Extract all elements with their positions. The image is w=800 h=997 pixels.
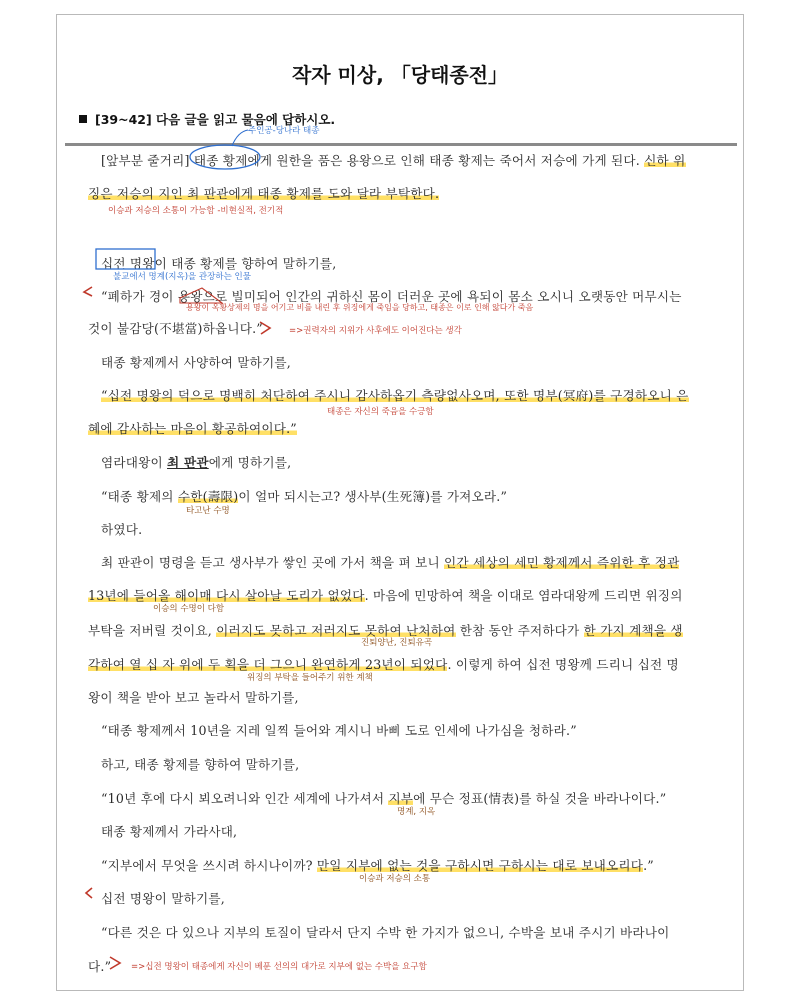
text: “다른 것은 다 있으나 지부의 토질이 달라서 단지 수박 한 가지가 없으니, 수박을 보내 주시기 바라나이 xyxy=(101,925,670,940)
text: 최 판관이 명령을 듣고 생사부가 쌓인 곳에 가서 책을 펴 보니 xyxy=(101,555,445,570)
text: 다.” xyxy=(88,959,112,974)
note-dilemma: 진퇴양난, 진퇴유곡 xyxy=(361,638,433,648)
text: 염라대왕이 xyxy=(101,455,168,470)
text: . 마음에 민망하여 책을 이대로 염라대왕께 드리면 위징의 xyxy=(364,588,683,603)
text: 십전 명왕이 말하기를, xyxy=(101,891,225,906)
bracket-right-icon xyxy=(260,322,270,334)
page-title: 작자 미상, 「당태종전」 xyxy=(291,63,509,87)
text: 이 얼마 되시는고? 생사부(生死簿)를 가져오라.” xyxy=(238,489,508,504)
note-scheme: 위징의 부탁을 들어주기 위한 계책 xyxy=(247,673,373,683)
highlighted-text: 각하여 열 십 자 위에 두 획을 더 그으니 완연하게 23년이 되었다 xyxy=(88,657,448,672)
circle-mark xyxy=(190,145,260,169)
bracket-right-icon-2 xyxy=(110,957,120,969)
note-dragon-king: 용왕이 옥황상제의 명을 어기고 비를 내린 후 위징에게 죽임을 당하고, 태종은 이로 인해 앓다가 죽음 xyxy=(186,303,534,312)
text: “폐하가 경이 용왕으로 빌미되어 인간의 귀하신 몸이 더러운 곳에 욕되이 몸소 오시니 오랫동안 머무시는 xyxy=(101,289,682,304)
note-ten-kings: 불교에서 명계(지옥)을 관장하는 인물 xyxy=(113,272,251,282)
text: “태종 황제의 xyxy=(101,489,178,504)
note-communication: 이승과 저승의 소통이 가능함 -비현실적, 전기적 xyxy=(108,206,284,216)
highlighted-text: 지부 xyxy=(388,791,414,806)
note-lifespan: 타고난 수명 xyxy=(186,506,230,516)
text: 태종 황제께서 가라사대, xyxy=(101,824,238,839)
text: “태종 황제께서 10년을 지레 일찍 들어와 계시니 바삐 도로 인세에 나가심을 청하라.” xyxy=(101,723,577,738)
text: . 이렇게 하여 십전 명왕께 드리니 십전 명 xyxy=(447,657,679,672)
triangle-mark xyxy=(180,288,222,303)
text: 에게 원한을 품은 용왕으로 인해 태종 황제는 죽어서 저승에 가게 된다. xyxy=(247,153,645,168)
note-accepts-death: 태종은 자신의 죽음을 수긍함 xyxy=(327,407,434,417)
boxed-text: 십전 명왕 xyxy=(101,256,155,271)
bracket-left-icon-2 xyxy=(86,888,92,898)
note-communication-2: 이승과 저승의 소통 xyxy=(359,874,431,884)
text: 하였다. xyxy=(101,522,143,537)
text: [앞부분 줄거리] xyxy=(101,153,194,168)
underlined-text: 최 판관 xyxy=(167,455,209,470)
highlighted-text: 혜에 감사하는 마음이 황공하여이다.” xyxy=(88,421,297,436)
text: “지부에서 무엇을 쓰시려 하시나이까? xyxy=(101,858,317,873)
highlighted-text: 한 가지 계책을 생 xyxy=(583,623,683,638)
note-underworld: 명계, 지옥 xyxy=(397,807,436,817)
highlighted-text: “십전 명왕의 덕으로 명백히 처단하여 주시니 감사하옵기 측량없사오며, 또한 명부(冥府)를 구경하오니 은 xyxy=(101,388,689,403)
text: .” xyxy=(643,858,654,873)
highlighted-text: 수한(壽限) xyxy=(177,489,239,504)
text: 한참 동안 주저하다가 xyxy=(455,623,584,638)
question-header-text: [39~42] 다음 글을 읽고 물음에 답하시오. xyxy=(95,112,336,127)
box-mark xyxy=(96,249,155,269)
arrow-mark xyxy=(232,130,248,146)
text: 이 태종 황제를 향하여 말하기를, xyxy=(154,256,337,271)
note-watermelon: =>십전 명왕이 태종에게 자신이 베푼 선의의 대가로 지부에 없는 수박을 요구함 xyxy=(131,962,427,972)
note-life-ends: 이승의 수명이 다함 xyxy=(153,604,225,614)
highlighted-text: 이러지도 못하고 저러지도 못하여 난처하여 xyxy=(216,623,456,638)
note-power-afterlife: =>권력자의 지위가 사후에도 이어진다는 생각 xyxy=(289,326,462,336)
text: 에 무슨 정표(情表)를 하실 것을 바라나이다.” xyxy=(413,791,667,806)
highlighted-text: 신하 위 xyxy=(644,153,686,168)
text: 부탁을 저버릴 것이요, xyxy=(88,623,217,638)
bracket-left-icon xyxy=(84,287,92,296)
text: 왕이 책을 받아 보고 놀라서 말하기를, xyxy=(88,690,299,705)
circled-text: 태종 황제 xyxy=(193,153,248,168)
highlighted-text: 인간 세상의 세민 황제께서 즉위한 후 정관 xyxy=(444,555,680,570)
text: 하고, 태종 황제를 향하여 말하기를, xyxy=(101,757,300,772)
text: 에게 명하기를, xyxy=(208,455,292,470)
highlighted-text: 만일 지부에 없는 것을 구하시면 구하시는 대로 보내오리다 xyxy=(316,858,644,873)
text: 태종 황제께서 사양하여 말하기를, xyxy=(101,355,291,370)
highlighted-text: 13년에 들어올 해이매 다시 살아날 도리가 없었다 xyxy=(88,588,365,603)
highlighted-text: 징은 저승의 지인 최 판관에게 태종 황제를 도와 달라 부탁한다. xyxy=(88,186,440,201)
note-protagonist: 주인공-당나라 태종 xyxy=(248,126,320,136)
text: 것이 불감당(不堪當)하옵니다.” xyxy=(88,321,263,336)
text: “10년 후에 다시 뵈오려니와 인간 세계에 나가셔서 xyxy=(101,791,389,806)
